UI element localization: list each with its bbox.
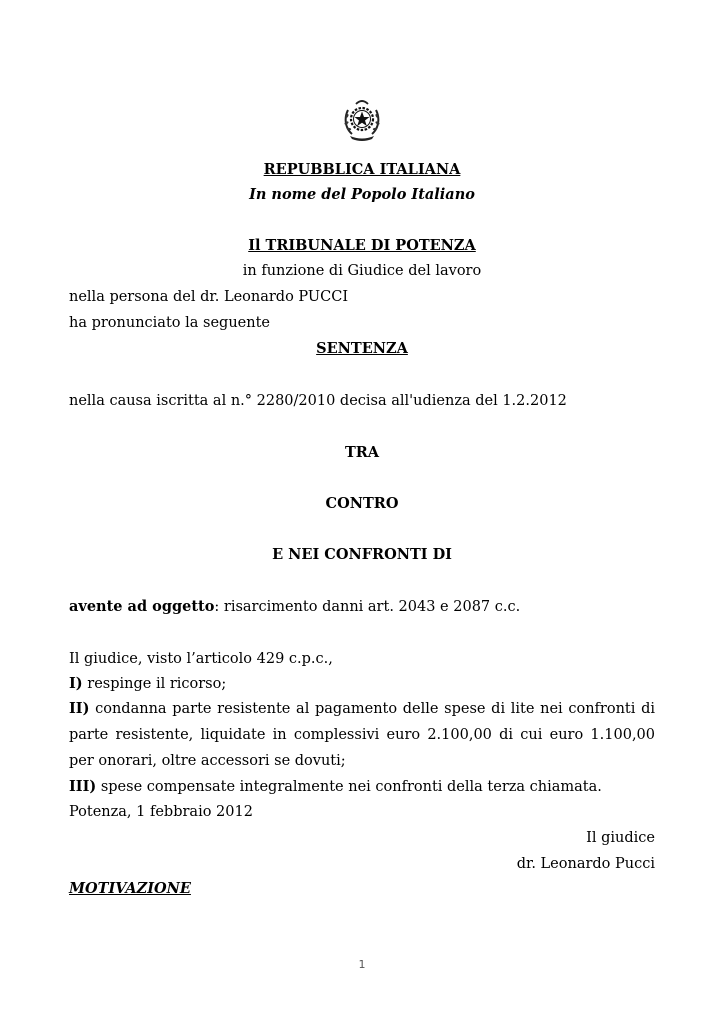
judge-line: nella persona del dr. Leonardo PUCCI	[69, 289, 349, 305]
ruling-intro: Il giudice, visto l’articolo 429 c.p.c.,	[69, 651, 333, 667]
object-label: avente ad oggetto	[69, 598, 215, 615]
ruling-item-3-text: spese compensate integralmente nei confronti della terza chiamata.	[96, 779, 602, 795]
case-line: nella causa iscritta al n.° 2280/2010 decisa all'udienza del 1.2.2012	[69, 393, 567, 409]
pronounced-line: ha pronunciato la seguente	[69, 315, 270, 331]
ruling-item-2-text: condanna parte resistente al pagamento delle spese di lite nei confronti di parte resistente, liquidate in complessivi euro 2.100,00 di cui euro 1.100,00 per onorari, oltre accessori se dovuti;	[69, 701, 655, 769]
object-text: : risarcimento danni art. 2043 e 2087 c.c.	[214, 599, 521, 615]
italian-republic-emblem-icon	[342, 96, 382, 142]
and-toward-heading: E NEI CONFRONTI DI	[272, 546, 452, 563]
signature-title: Il giudice	[586, 830, 655, 846]
ruling-item-1-text: respinge il ricorso;	[82, 676, 227, 692]
ruling-item-2	[69, 696, 655, 774]
in-name-heading: In nome del Popolo Italiano	[249, 186, 475, 203]
place-date: Potenza, 1 febbraio 2012	[69, 804, 253, 820]
ruling-item-1	[69, 675, 226, 693]
ruling-item-1-number: I)	[69, 675, 83, 692]
ruling-item-3-number: III)	[69, 778, 97, 795]
case-object	[69, 598, 520, 616]
between-heading: TRA	[344, 444, 380, 461]
ruling-item-3	[69, 778, 602, 796]
sentence-title: SENTENZA	[316, 340, 408, 357]
motivation-title: MOTIVAZIONE	[69, 880, 191, 897]
signature-name: dr. Leonardo Pucci	[516, 856, 655, 872]
court-function: in funzione di Giudice del lavoro	[242, 263, 482, 279]
republic-heading: REPUBBLICA ITALIANA	[263, 161, 461, 178]
court-heading: Il TRIBUNALE DI POTENZA	[248, 237, 476, 254]
against-heading: CONTRO	[325, 495, 399, 512]
page-number: 1	[358, 958, 366, 971]
ruling-item-2-number: II)	[69, 700, 90, 717]
